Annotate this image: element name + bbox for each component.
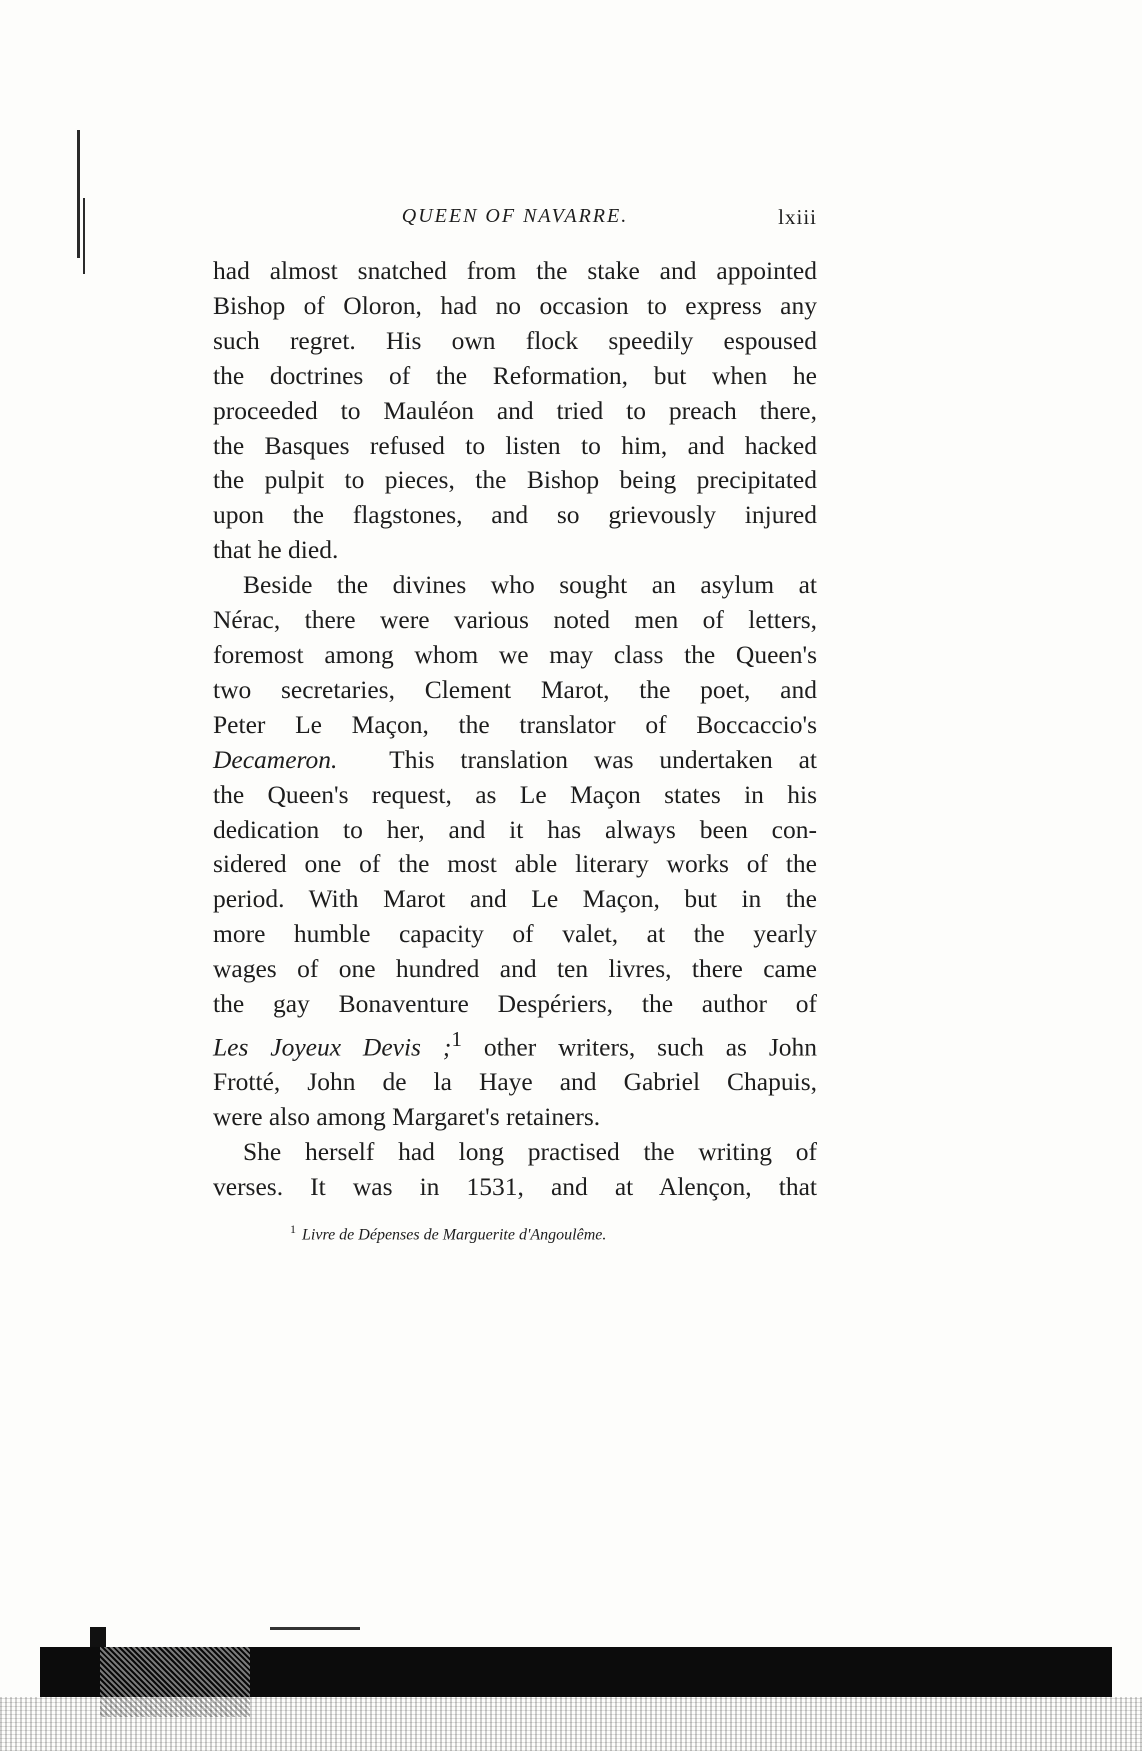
text-line: period. With Marot and Le Maçon, but in the (213, 884, 817, 914)
paragraph (213, 1135, 817, 1205)
text-line: Bishop of Oloron, had no occasion to express any (213, 290, 817, 320)
footnote-ref: 1 (451, 1026, 462, 1051)
text-line: such regret. His own flock speedily espoused (213, 325, 817, 355)
text-line: She herself had long practised the writing of (243, 1137, 817, 1167)
text-line: Peter Le Maçon, the translator of Boccaccio's (213, 709, 817, 739)
text-line: Frotté, John de la Haye and Gabriel Chapuis, (213, 1067, 817, 1097)
text-line: foremost among whom we may class the Queen's (213, 639, 817, 669)
scan-noise (0, 1697, 1142, 1751)
body-text (213, 254, 817, 1205)
footnote-text: Livre de Dépenses de Marguerite d'Angoulême. (302, 1226, 607, 1244)
text-line: had almost snatched from the stake and appointed (213, 256, 817, 285)
text-line: proceeded to Mauléon and tried to preach there, (213, 395, 817, 425)
text-line: the doctrines of the Reformation, but when he (213, 360, 817, 390)
text-line: verses. It was in 1531, and at Alençon, that (213, 1172, 817, 1202)
binding-mark (83, 198, 85, 274)
text-line: two secretaries, Clement Marot, the poet, and (213, 674, 817, 704)
text-line: the gay Bonaventure Despériers, the author of (213, 989, 817, 1019)
text-fragment: This translation was undertaken at (389, 744, 817, 774)
footnote (290, 1222, 606, 1244)
text-line: the pulpit to pieces, the Bishop being precipitated (213, 465, 817, 495)
text-line: that he died. (213, 535, 339, 565)
paragraph (213, 254, 817, 568)
text-line: dedication to her, and it has always been con- (213, 814, 817, 844)
text-line: Beside the divines who sought an asylum at (243, 570, 817, 600)
text-line: the Basques refused to listen to him, and hacked (213, 430, 817, 460)
scan-edge-artifact (0, 1617, 1142, 1751)
text-line: wages of one hundred and ten livres, there came (213, 954, 817, 984)
page-number: lxiii (778, 205, 817, 229)
running-head: QUEEN OF NAVARRE. (401, 205, 629, 227)
paragraph (213, 568, 817, 1135)
text-line: more humble capacity of valet, at the yearly (213, 919, 817, 949)
italic-title: Decameron. (213, 744, 338, 774)
text-line (213, 1022, 817, 1065)
text-line: upon the flagstones, and so grievously injured (213, 500, 817, 530)
scan-line (270, 1627, 360, 1630)
text-fragment: other writers, such as John (483, 1032, 817, 1062)
text-line: Nérac, there were various noted men of letters, (213, 605, 817, 635)
text-line: the Queen's request, as Le Maçon states in his (213, 779, 817, 809)
text-line: were also among Margaret's retainers. (213, 1102, 601, 1132)
text-line (213, 743, 817, 778)
page-header (213, 205, 817, 245)
italic-title: Les Joyeux Devis ; (213, 1032, 452, 1062)
text-line: sidered one of the most able literary works of the (213, 849, 817, 879)
binding-mark (77, 130, 80, 258)
footnote-marker: 1 (290, 1222, 296, 1236)
